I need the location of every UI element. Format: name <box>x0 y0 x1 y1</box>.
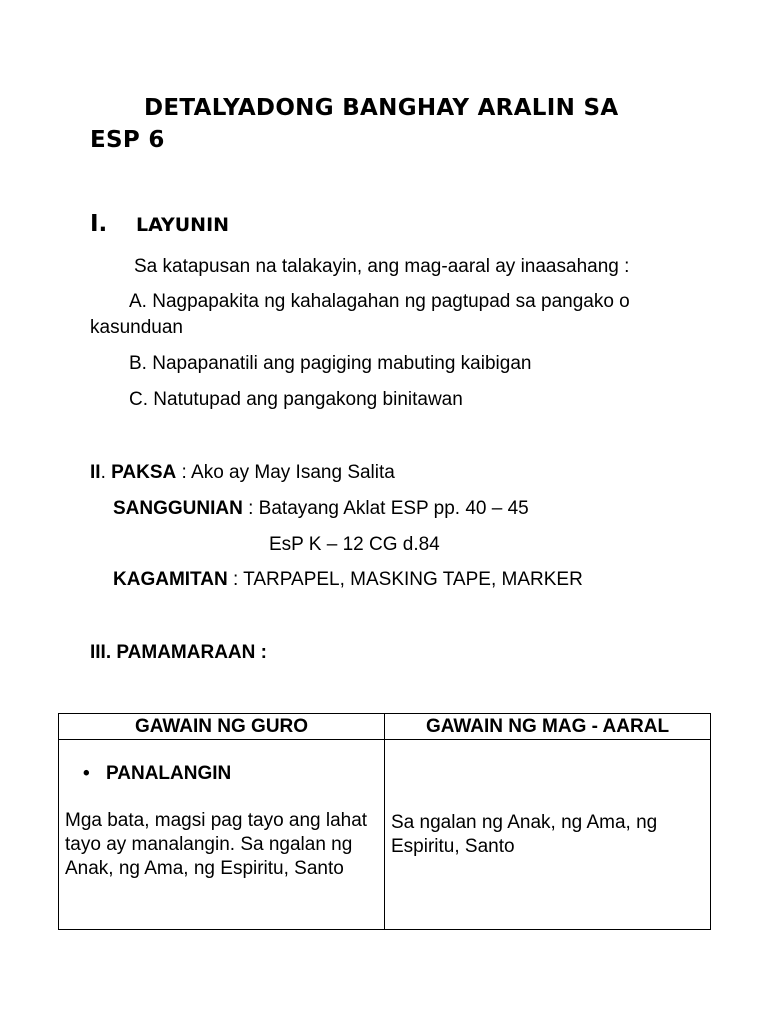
header-student: GAWAIN NG MAG - AARAL <box>385 714 711 740</box>
lesson-table <box>58 713 711 930</box>
paksa-label: PAKSA <box>111 462 177 483</box>
header-teacher: GAWAIN NG GURO <box>59 714 385 740</box>
objective-a-line2: kasunduan <box>90 317 183 338</box>
student-cell <box>385 740 711 930</box>
document-title-line1: DETALYADONG BANGHAY ARALIN SA <box>144 95 619 121</box>
objectives-intro: Sa katapusan na talakayin, ang mag-aaral ay inaasahang : <box>134 256 630 277</box>
kagamitan-line <box>113 567 583 593</box>
objective-a-line1: A. Nagpapakita ng kahalagahan ng pagtupad sa pangako o <box>129 291 630 312</box>
bullet-item <box>83 762 384 786</box>
panalangin-label: PANALANGIN <box>106 763 232 784</box>
paksa-line <box>90 460 395 486</box>
table-row <box>59 740 711 930</box>
sanggunian-line <box>113 496 529 522</box>
table-header-row <box>59 714 711 740</box>
section-2-number: II <box>90 462 101 483</box>
sanggunian-label: SANGGUNIAN <box>113 498 243 519</box>
objective-b: B. Napapanatili ang pagiging mabuting kaibigan <box>129 353 532 374</box>
teacher-cell <box>59 740 385 930</box>
section-1-label: LAYUNIN <box>136 214 230 236</box>
sanggunian-value: : Batayang Aklat ESP pp. 40 – 45 <box>242 498 529 519</box>
bullet-icon: • <box>83 763 90 784</box>
sanggunian-value-2: EsP K – 12 CG d.84 <box>269 534 440 555</box>
section-1-number: I. <box>90 211 108 237</box>
kagamitan-label: KAGAMITAN <box>113 569 228 590</box>
paksa-value: : Ako ay May Isang Salita <box>176 462 395 483</box>
kagamitan-value: : TARPAPEL, MASKING TAPE, MARKER <box>227 569 583 590</box>
section-2-dot: . <box>100 462 106 483</box>
document-title-line2: ESP 6 <box>90 127 165 153</box>
teacher-text: Mga bata, magsi pag tayo ang lahat tayo ay manalangin. Sa ngalan ng Anak, ng Ama, ng Espiritu, Santo <box>65 810 368 879</box>
student-text: Sa ngalan ng Anak, ng Ama, ng Espiritu, Santo <box>391 812 658 857</box>
section-3-heading: III. PAMAMARAAN : <box>90 642 267 663</box>
objective-c: C. Natutupad ang pangakong binitawan <box>129 389 463 410</box>
